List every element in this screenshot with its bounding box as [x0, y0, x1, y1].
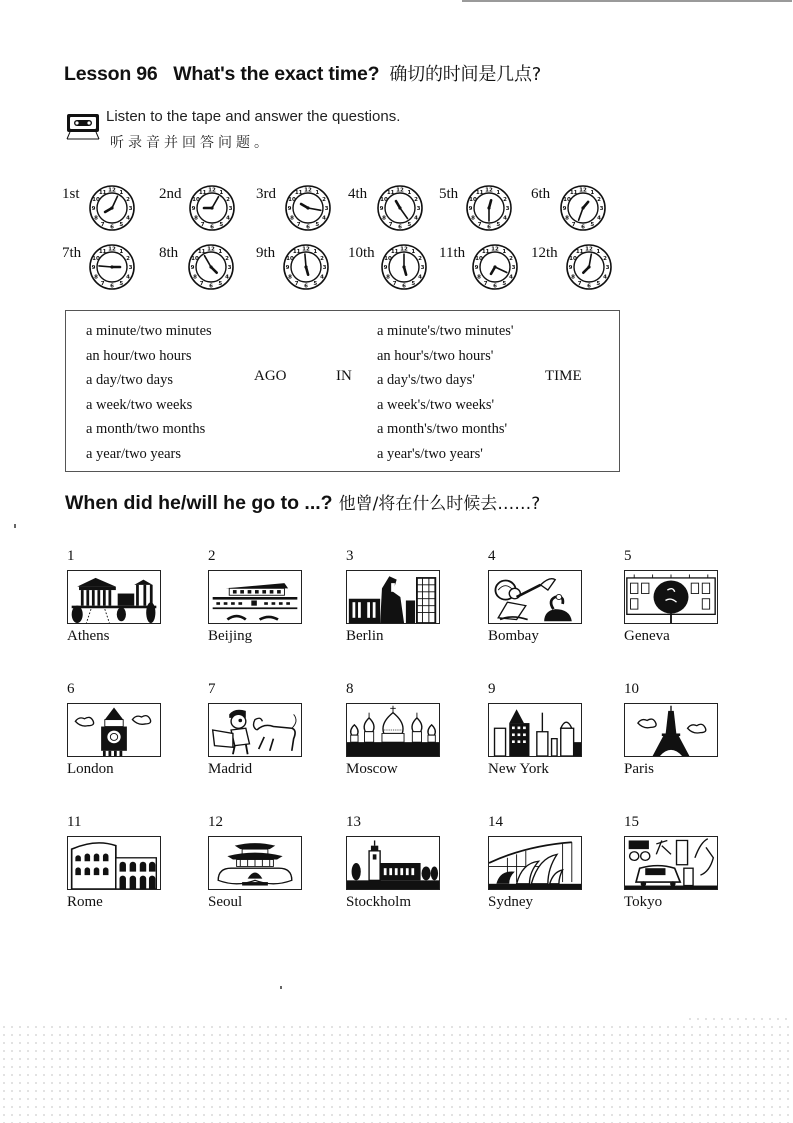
big-ben-icon — [68, 704, 160, 756]
city-card — [67, 548, 167, 658]
svg-text:2: 2 — [418, 255, 422, 262]
svg-text:4: 4 — [126, 274, 130, 281]
svg-text:4: 4 — [126, 215, 130, 222]
city-picture — [624, 570, 718, 624]
opera-house-icon — [489, 837, 581, 889]
svg-text:3: 3 — [420, 265, 425, 271]
duration-item: a week/two weeks — [86, 396, 193, 413]
possessive-duration-item: a day's/two days' — [377, 372, 475, 389]
svg-text:5: 5 — [119, 281, 124, 287]
svg-text:6: 6 — [398, 224, 402, 231]
clock-label: 3rd — [256, 186, 276, 202]
section-title — [65, 489, 540, 515]
svg-text:9: 9 — [91, 206, 96, 212]
clock-label: 2nd — [159, 186, 182, 202]
svg-text:8: 8 — [386, 274, 390, 281]
svg-text:2: 2 — [225, 255, 229, 262]
svg-text:12: 12 — [108, 246, 116, 253]
section-title-zh: 他曾/将在什么时候去……? — [338, 494, 541, 514]
svg-text:6: 6 — [487, 224, 491, 231]
svg-text:8: 8 — [288, 274, 292, 281]
dotted-margin-pattern — [0, 1023, 793, 1123]
city-number: 9 — [488, 681, 496, 697]
tiananmen-icon — [209, 571, 301, 623]
svg-text:3: 3 — [227, 265, 232, 271]
svg-text:11: 11 — [386, 190, 395, 196]
svg-text:2: 2 — [509, 255, 513, 262]
svg-text:8: 8 — [94, 215, 98, 222]
svg-text:7: 7 — [200, 222, 205, 228]
svg-text:12: 12 — [304, 187, 312, 194]
city-name: Tokyo — [624, 894, 663, 910]
colosseum-icon — [68, 837, 160, 889]
clock-face-icon — [88, 243, 136, 291]
svg-text:6: 6 — [306, 224, 310, 231]
clock-item — [439, 243, 529, 295]
city-card — [208, 681, 308, 791]
svg-text:8: 8 — [382, 215, 386, 222]
svg-text:7: 7 — [571, 222, 576, 228]
svg-text:3: 3 — [599, 206, 604, 212]
clock-item — [439, 184, 529, 236]
svg-text:12: 12 — [400, 246, 408, 253]
svg-text:12: 12 — [579, 187, 587, 194]
city-number: 5 — [624, 548, 632, 564]
duration-item: an hour/two hours — [86, 347, 192, 364]
instruction-text-en: Listen to the tape and answer the questions. — [106, 108, 401, 125]
svg-text:12: 12 — [491, 246, 499, 253]
scan-speck — [280, 986, 282, 989]
city-number: 13 — [346, 814, 361, 830]
svg-text:2: 2 — [320, 255, 324, 262]
svg-text:11: 11 — [575, 249, 584, 255]
svg-text:10: 10 — [380, 196, 388, 203]
svg-text:12: 12 — [396, 187, 404, 194]
time-expressions-box — [65, 310, 620, 472]
city-picture — [624, 836, 718, 890]
svg-text:11: 11 — [197, 249, 206, 255]
city-card — [624, 681, 724, 791]
svg-text:7: 7 — [477, 222, 482, 228]
svg-text:3: 3 — [128, 265, 133, 271]
clock-faces-grid — [62, 184, 622, 299]
svg-text:3: 3 — [416, 206, 421, 212]
svg-text:4: 4 — [509, 274, 513, 281]
svg-text:12: 12 — [207, 246, 215, 253]
svg-text:12: 12 — [485, 187, 493, 194]
city-card — [624, 814, 724, 924]
duration-item: a month/two months — [86, 421, 206, 438]
tokyo-street-icon — [625, 837, 717, 889]
clock-label: 1st — [62, 186, 80, 202]
city-name: Sydney — [488, 894, 533, 910]
city-picture — [67, 570, 161, 624]
svg-text:11: 11 — [292, 249, 301, 255]
clock-face-icon — [565, 243, 613, 291]
svg-text:10: 10 — [92, 196, 100, 203]
skyscrapers-icon — [489, 704, 581, 756]
clock-face-icon — [559, 184, 607, 232]
svg-text:7: 7 — [294, 281, 299, 287]
svg-text:9: 9 — [379, 206, 384, 212]
svg-text:8: 8 — [571, 274, 575, 281]
svg-text:11: 11 — [98, 190, 107, 196]
clock-face-icon — [284, 184, 332, 232]
duration-list-right — [377, 319, 514, 467]
possessive-duration-item: a year's/two years' — [377, 445, 483, 462]
clock-face-icon — [187, 243, 235, 291]
city-card — [488, 548, 588, 658]
city-picture — [346, 703, 440, 757]
clock-item — [531, 243, 621, 295]
svg-text:9: 9 — [474, 265, 479, 271]
clock-face-icon — [380, 243, 428, 291]
city-number: 10 — [624, 681, 639, 697]
svg-text:6: 6 — [402, 283, 406, 290]
city-name: Rome — [67, 894, 103, 910]
eiffel-tower-icon — [625, 704, 717, 756]
svg-text:1: 1 — [119, 249, 124, 255]
keyword-ago: AGO — [254, 368, 287, 384]
clock-item — [531, 184, 621, 236]
city-name: London — [67, 761, 114, 777]
pagoda-gate-icon — [209, 837, 301, 889]
svg-text:8: 8 — [565, 215, 569, 222]
cassette-tape-icon — [66, 112, 100, 140]
svg-text:4: 4 — [226, 215, 230, 222]
possessive-duration-item: a month's/two months' — [377, 421, 508, 438]
svg-text:4: 4 — [225, 274, 229, 281]
svg-text:7: 7 — [100, 222, 105, 228]
svg-text:6: 6 — [587, 283, 591, 290]
svg-text:6: 6 — [110, 224, 114, 231]
city-name: Geneva — [624, 628, 670, 644]
clock-label: 6th — [531, 186, 551, 202]
city-picture — [624, 703, 718, 757]
city-name: Bombay — [488, 628, 539, 644]
city-picture — [346, 836, 440, 890]
city-name: Paris — [624, 761, 654, 777]
svg-text:9: 9 — [191, 206, 196, 212]
svg-text:2: 2 — [603, 255, 607, 262]
svg-text:5: 5 — [218, 281, 223, 287]
duration-list-left — [86, 319, 212, 467]
svg-text:11: 11 — [98, 249, 107, 255]
svg-text:6: 6 — [209, 283, 213, 290]
keyword-time: TIME — [545, 368, 582, 384]
svg-text:11: 11 — [294, 190, 303, 196]
city-number: 15 — [624, 814, 639, 830]
city-number: 1 — [67, 548, 75, 564]
clock-face-icon — [88, 184, 136, 232]
svg-text:7: 7 — [388, 222, 393, 228]
svg-text:6: 6 — [493, 283, 497, 290]
svg-text:5: 5 — [407, 222, 412, 228]
clock-label: 10th — [348, 245, 375, 261]
svg-text:10: 10 — [475, 255, 483, 262]
svg-text:6: 6 — [304, 283, 308, 290]
svg-text:12: 12 — [108, 187, 116, 194]
svg-text:12: 12 — [585, 246, 593, 253]
clock-face-icon — [376, 184, 424, 232]
svg-text:9: 9 — [468, 206, 473, 212]
svg-text:10: 10 — [192, 196, 200, 203]
svg-text:4: 4 — [597, 215, 601, 222]
svg-text:5: 5 — [411, 281, 416, 287]
svg-text:4: 4 — [320, 274, 324, 281]
city-picture — [208, 570, 302, 624]
page-top-edge-line — [462, 0, 792, 2]
city-card — [346, 814, 446, 924]
scan-speck — [14, 524, 16, 528]
svg-text:5: 5 — [119, 222, 124, 228]
city-picture — [67, 836, 161, 890]
svg-text:8: 8 — [94, 274, 98, 281]
city-picture — [208, 836, 302, 890]
clock-label: 12th — [531, 245, 558, 261]
svg-text:11: 11 — [481, 249, 490, 255]
city-name: Seoul — [208, 894, 243, 910]
clock-face-icon — [465, 184, 513, 232]
svg-text:10: 10 — [286, 255, 294, 262]
city-name: Moscow — [346, 761, 398, 777]
city-picture — [208, 703, 302, 757]
svg-text:3: 3 — [505, 206, 510, 212]
city-picture — [488, 570, 582, 624]
svg-text:9: 9 — [562, 206, 567, 212]
svg-text:7: 7 — [100, 281, 105, 287]
svg-text:3: 3 — [228, 206, 233, 212]
city-card — [624, 548, 724, 658]
svg-text:9: 9 — [190, 265, 195, 271]
city-name: Berlin — [346, 628, 384, 644]
svg-text:10: 10 — [469, 196, 477, 203]
clock-item — [159, 184, 249, 236]
city-card — [346, 681, 446, 791]
svg-text:3: 3 — [511, 265, 516, 271]
svg-text:4: 4 — [322, 215, 326, 222]
svg-text:1: 1 — [315, 190, 320, 196]
svg-text:3: 3 — [322, 265, 327, 271]
svg-text:1: 1 — [219, 190, 224, 196]
svg-text:1: 1 — [496, 190, 501, 196]
lesson-title — [64, 60, 541, 86]
city-card — [208, 814, 308, 924]
svg-text:8: 8 — [290, 215, 294, 222]
city-card — [488, 814, 588, 924]
clock-face-icon — [188, 184, 236, 232]
svg-text:2: 2 — [414, 196, 418, 203]
city-name: New York — [488, 761, 549, 777]
clock-item — [62, 243, 152, 295]
svg-text:10: 10 — [92, 255, 100, 262]
city-number: 11 — [67, 814, 82, 830]
duration-item: a day/two days — [86, 372, 173, 389]
svg-text:5: 5 — [313, 281, 318, 287]
city-name: Stockholm — [346, 894, 412, 910]
city-name: Athens — [67, 628, 110, 644]
svg-text:8: 8 — [471, 215, 475, 222]
clock-item — [256, 184, 346, 236]
svg-text:11: 11 — [569, 190, 578, 196]
lesson-title-zh: 确切的时间是几点? — [389, 64, 542, 85]
svg-text:1: 1 — [407, 190, 412, 196]
svg-text:2: 2 — [503, 196, 507, 203]
city-number: 2 — [208, 548, 216, 564]
section-title-en: When did he/will he go to ...? — [65, 492, 333, 514]
lesson-title-en: Lesson 96 What's the exact time? — [64, 63, 380, 85]
svg-text:12: 12 — [302, 246, 310, 253]
possessive-duration-item: a minute's/two minutes' — [377, 323, 514, 339]
svg-text:2: 2 — [126, 255, 130, 262]
svg-text:9: 9 — [383, 265, 388, 271]
svg-text:7: 7 — [483, 281, 488, 287]
svg-text:7: 7 — [199, 281, 204, 287]
svg-text:5: 5 — [596, 281, 601, 287]
svg-text:3: 3 — [128, 206, 133, 212]
geneva-clock-icon — [625, 571, 717, 623]
svg-text:4: 4 — [414, 215, 418, 222]
bullfighter-icon — [209, 704, 301, 756]
svg-text:2: 2 — [597, 196, 601, 203]
city-number: 12 — [208, 814, 223, 830]
clock-label: 8th — [159, 245, 179, 261]
city-number: 14 — [488, 814, 503, 830]
clock-face-icon — [471, 243, 519, 291]
clock-label: 9th — [256, 245, 276, 261]
duration-item: a minute/two minutes — [86, 323, 212, 339]
clock-item — [348, 243, 438, 295]
svg-text:5: 5 — [590, 222, 595, 228]
svg-text:1: 1 — [218, 249, 223, 255]
instruction-text-zh: 听录音并回答问题。 — [110, 135, 272, 151]
city-number: 7 — [208, 681, 216, 697]
svg-text:11: 11 — [475, 190, 484, 196]
city-card — [488, 681, 588, 791]
svg-text:11: 11 — [390, 249, 399, 255]
svg-text:8: 8 — [477, 274, 481, 281]
city-number: 4 — [488, 548, 496, 564]
clock-item — [256, 243, 346, 295]
svg-text:2: 2 — [322, 196, 326, 203]
svg-text:5: 5 — [315, 222, 320, 228]
parthenon-icon — [68, 571, 160, 623]
svg-text:4: 4 — [418, 274, 422, 281]
dotted-margin-pattern — [686, 1015, 793, 1023]
svg-text:3: 3 — [605, 265, 610, 271]
svg-text:9: 9 — [287, 206, 292, 212]
snake-charmer-icon — [489, 571, 581, 623]
svg-text:4: 4 — [503, 215, 507, 222]
svg-text:10: 10 — [191, 255, 199, 262]
city-picture — [488, 836, 582, 890]
svg-text:8: 8 — [194, 215, 198, 222]
clock-face-icon — [282, 243, 330, 291]
possessive-duration-item: a week's/two weeks' — [377, 396, 495, 413]
svg-text:6: 6 — [110, 283, 114, 290]
possessive-duration-item: an hour's/two hours' — [377, 347, 494, 364]
clock-item — [348, 184, 438, 236]
svg-text:10: 10 — [288, 196, 296, 203]
city-card — [67, 681, 167, 791]
svg-text:6: 6 — [581, 224, 585, 231]
clock-label: 7th — [62, 245, 82, 261]
keyword-in: IN — [336, 368, 352, 384]
duration-item: a year/two years — [86, 445, 182, 462]
svg-text:2: 2 — [226, 196, 230, 203]
svg-text:1: 1 — [596, 249, 601, 255]
clock-item — [159, 243, 249, 295]
city-name: Madrid — [208, 761, 253, 777]
berlin-buildings-icon — [347, 571, 439, 623]
svg-text:9: 9 — [568, 265, 573, 271]
svg-text:7: 7 — [296, 222, 301, 228]
city-name: Beijing — [208, 628, 253, 644]
city-number: 3 — [346, 548, 354, 564]
svg-text:1: 1 — [502, 249, 507, 255]
city-picture — [346, 570, 440, 624]
onion-domes-icon — [347, 704, 439, 756]
svg-text:5: 5 — [496, 222, 501, 228]
svg-text:1: 1 — [313, 249, 318, 255]
clock-label: 5th — [439, 186, 459, 202]
svg-text:7: 7 — [577, 281, 582, 287]
clock-label: 4th — [348, 186, 368, 202]
svg-text:10: 10 — [563, 196, 571, 203]
svg-text:8: 8 — [193, 274, 197, 281]
svg-text:3: 3 — [324, 206, 329, 212]
city-hall-tower-icon — [347, 837, 439, 889]
city-picture — [488, 703, 582, 757]
svg-text:7: 7 — [392, 281, 397, 287]
city-number: 6 — [67, 681, 75, 697]
svg-text:10: 10 — [569, 255, 577, 262]
svg-text:9: 9 — [91, 265, 96, 271]
svg-text:5: 5 — [502, 281, 507, 287]
svg-text:11: 11 — [198, 190, 207, 196]
svg-text:9: 9 — [285, 265, 290, 271]
svg-text:2: 2 — [126, 196, 130, 203]
city-number: 8 — [346, 681, 354, 697]
svg-text:10: 10 — [384, 255, 392, 262]
svg-text:5: 5 — [219, 222, 224, 228]
svg-text:1: 1 — [119, 190, 124, 196]
svg-text:1: 1 — [411, 249, 416, 255]
city-picture — [67, 703, 161, 757]
city-card — [346, 548, 446, 658]
svg-text:12: 12 — [208, 187, 216, 194]
svg-text:6: 6 — [210, 224, 214, 231]
clock-label: 11th — [439, 245, 466, 261]
clock-item — [62, 184, 152, 236]
city-card — [67, 814, 167, 924]
svg-text:1: 1 — [590, 190, 595, 196]
svg-text:4: 4 — [603, 274, 607, 281]
city-card — [208, 548, 308, 658]
